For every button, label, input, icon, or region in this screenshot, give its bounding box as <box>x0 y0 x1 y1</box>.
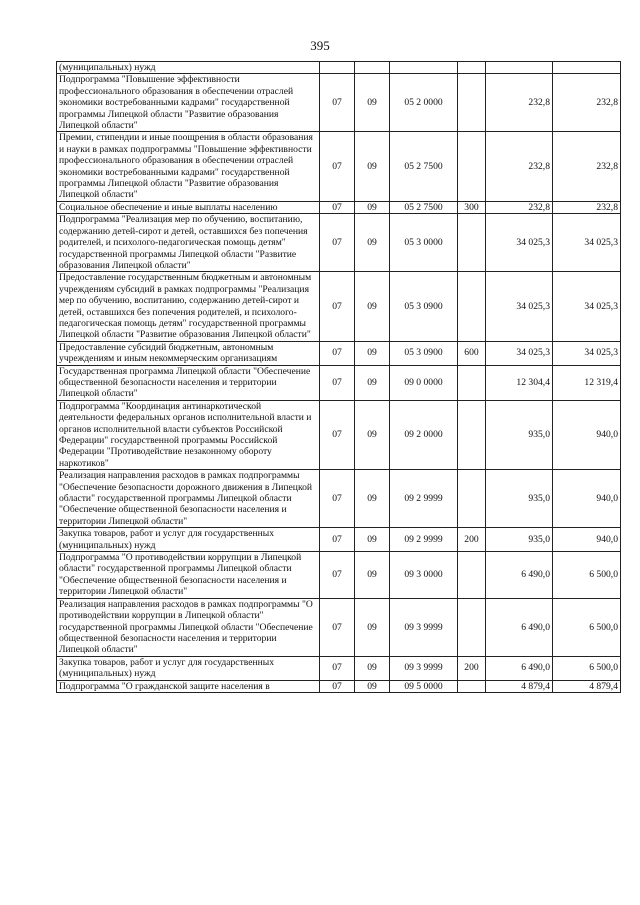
subsection-code-cell: 09 <box>355 272 390 341</box>
amount-year1-cell <box>486 62 553 74</box>
amount-year1-cell: 6 490,0 <box>486 656 553 680</box>
expense-type-cell: 300 <box>458 201 486 213</box>
target-article-cell: 09 5 0000 <box>390 680 458 692</box>
amount-year2-cell: 12 319,4 <box>553 365 621 400</box>
amount-year1-cell: 34 025,3 <box>486 214 553 272</box>
row-name-cell: Предоставление субсидий бюджетным, автономным учреждениям и иным некоммерческим организациям <box>57 341 320 365</box>
target-article-cell: 05 2 0000 <box>390 74 458 132</box>
amount-year1-cell: 232,8 <box>486 201 553 213</box>
section-code-cell: 07 <box>320 400 355 469</box>
subsection-code-cell: 09 <box>355 132 390 201</box>
table-row <box>57 214 621 272</box>
expense-type-cell <box>458 552 486 599</box>
expense-type-cell <box>458 598 486 656</box>
amount-year1-cell: 935,0 <box>486 400 553 469</box>
row-name-cell: Подпрограмма "Повышение эффективности профессионального образования в обеспечении отраслей экономики востребованными кадрами" государственной программы Липецкой области "Развитие образования Липецкой области" <box>57 74 320 132</box>
target-article-cell: 09 0 0000 <box>390 365 458 400</box>
target-article-cell: 05 2 7500 <box>390 132 458 201</box>
subsection-code-cell: 09 <box>355 598 390 656</box>
row-name-cell: Подпрограмма "Реализация мер по обучению, воспитанию, содержанию детей-сирот и детей, оставшихся без попечения родителей, и психолого-педагогическая помощь детям" государственной программы Липецкой области "Развитие образования Липецкой области" <box>57 214 320 272</box>
section-code-cell: 07 <box>320 132 355 201</box>
amount-year2-cell: 4 879,4 <box>553 680 621 692</box>
amount-year1-cell: 34 025,3 <box>486 272 553 341</box>
section-code-cell: 07 <box>320 272 355 341</box>
row-name-cell: Реализация направления расходов в рамках подпрограммы "Обеспечение безопасности дорожного движения в Липецкой области" государственной программы Липецкой области "Обеспечение общественной безопасности населения и территории Липецкой области" <box>57 470 320 528</box>
subsection-code-cell: 09 <box>355 365 390 400</box>
expense-type-cell: 200 <box>458 656 486 680</box>
expense-type-cell: 200 <box>458 528 486 552</box>
row-name-cell: Реализация направления расходов в рамках подпрограммы "О противодействии коррупции в Липецкой области" государственной программы Липецкой области "Обеспечение общественной безопасности населения и территории Липецкой области" <box>57 598 320 656</box>
amount-year1-cell: 6 490,0 <box>486 552 553 599</box>
amount-year2-cell <box>553 62 621 74</box>
amount-year2-cell: 940,0 <box>553 400 621 469</box>
section-code-cell: 07 <box>320 201 355 213</box>
amount-year2-cell: 232,8 <box>553 74 621 132</box>
section-code-cell: 07 <box>320 341 355 365</box>
target-article-cell: 05 2 7500 <box>390 201 458 213</box>
row-name-cell: Социальное обеспечение и иные выплаты населению <box>57 201 320 213</box>
subsection-code-cell: 09 <box>355 528 390 552</box>
target-article-cell: 09 2 0000 <box>390 400 458 469</box>
row-name-cell: Закупка товаров, работ и услуг для государственных (муниципальных) нужд <box>57 528 320 552</box>
subsection-code-cell: 09 <box>355 680 390 692</box>
section-code-cell: 07 <box>320 214 355 272</box>
subsection-code-cell: 09 <box>355 400 390 469</box>
table-row <box>57 598 621 656</box>
table-row <box>57 365 621 400</box>
table-row <box>57 74 621 132</box>
amount-year1-cell: 232,8 <box>486 132 553 201</box>
budget-table <box>56 61 621 693</box>
target-article-cell: 09 3 0000 <box>390 552 458 599</box>
table-row <box>57 132 621 201</box>
section-code-cell: 07 <box>320 656 355 680</box>
amount-year2-cell: 940,0 <box>553 470 621 528</box>
row-name-cell: Премии, стипендии и иные поощрения в области образования и науки в рамках подпрограммы "Повышение эффективности профессионального образования в обеспечении отраслей экономики востребованными кадрами" государственной программы Липецкой области "Развитие образования Липецкой области" <box>57 132 320 201</box>
section-code-cell: 07 <box>320 365 355 400</box>
expense-type-cell <box>458 365 486 400</box>
table-row <box>57 341 621 365</box>
row-name-cell: (муниципальных) нужд <box>57 62 320 74</box>
expense-type-cell: 600 <box>458 341 486 365</box>
row-name-cell: Закупка товаров, работ и услуг для государственных (муниципальных) нужд <box>57 656 320 680</box>
table-row <box>57 470 621 528</box>
row-name-cell: Предоставление государственным бюджетным и автономным учреждениям субсидий в рамках подпрограммы "Реализация мер по обучению, воспитанию, содержанию детей-сирот и детей, оставшихся без попечения родителей, и психолого-педагогическая помощь детям" государственной программы Липецкой области "Развитие образования Липецкой области" <box>57 272 320 341</box>
amount-year2-cell: 232,8 <box>553 132 621 201</box>
subsection-code-cell: 09 <box>355 470 390 528</box>
subsection-code-cell: 09 <box>355 341 390 365</box>
row-name-cell: Подпрограмма "Координация антинаркотической деятельности федеральных органов исполнительной власти и органов исполнительной власти субъектов Российской Федерации" государственной программы Российской Федерации "Противодействие незаконному обороту наркотиков" <box>57 400 320 469</box>
expense-type-cell <box>458 400 486 469</box>
expense-type-cell <box>458 214 486 272</box>
table-row <box>57 680 621 692</box>
table-row <box>57 201 621 213</box>
amount-year1-cell: 232,8 <box>486 74 553 132</box>
expense-type-cell <box>458 74 486 132</box>
amount-year2-cell: 34 025,3 <box>553 214 621 272</box>
amount-year1-cell: 12 304,4 <box>486 365 553 400</box>
amount-year2-cell: 34 025,3 <box>553 272 621 341</box>
section-code-cell: 07 <box>320 598 355 656</box>
subsection-code-cell: 09 <box>355 214 390 272</box>
subsection-code-cell <box>355 62 390 74</box>
page-number: 395 <box>310 38 330 53</box>
subsection-code-cell: 09 <box>355 74 390 132</box>
target-article-cell: 09 2 9999 <box>390 470 458 528</box>
section-code-cell: 07 <box>320 552 355 599</box>
subsection-code-cell: 09 <box>355 656 390 680</box>
section-code-cell <box>320 62 355 74</box>
target-article-cell <box>390 62 458 74</box>
table-row <box>57 552 621 599</box>
expense-type-cell <box>458 272 486 341</box>
amount-year1-cell: 6 490,0 <box>486 598 553 656</box>
table-row <box>57 62 621 74</box>
target-article-cell: 05 3 0900 <box>390 272 458 341</box>
target-article-cell: 05 3 0900 <box>390 341 458 365</box>
amount-year1-cell: 4 879,4 <box>486 680 553 692</box>
expense-type-cell <box>458 132 486 201</box>
section-code-cell: 07 <box>320 74 355 132</box>
amount-year1-cell: 34 025,3 <box>486 341 553 365</box>
target-article-cell: 09 3 9999 <box>390 656 458 680</box>
amount-year2-cell: 34 025,3 <box>553 341 621 365</box>
amount-year2-cell: 940,0 <box>553 528 621 552</box>
section-code-cell: 07 <box>320 680 355 692</box>
row-name-cell: Подпрограмма "О гражданской защите населения в <box>57 680 320 692</box>
expense-type-cell <box>458 680 486 692</box>
target-article-cell: 05 3 0000 <box>390 214 458 272</box>
target-article-cell: 09 2 9999 <box>390 528 458 552</box>
expense-type-cell <box>458 470 486 528</box>
table-row <box>57 528 621 552</box>
target-article-cell: 09 3 9999 <box>390 598 458 656</box>
section-code-cell: 07 <box>320 528 355 552</box>
subsection-code-cell: 09 <box>355 552 390 599</box>
amount-year2-cell: 232,8 <box>553 201 621 213</box>
table-row <box>57 272 621 341</box>
section-code-cell: 07 <box>320 470 355 528</box>
row-name-cell: Государственная программа Липецкой области "Обеспечение общественной безопасности населения и территории Липецкой области" <box>57 365 320 400</box>
row-name-cell: Подпрограмма "О противодействии коррупции в Липецкой области" государственной программы Липецкой области "Обеспечение общественной безопасности населения и территории Липецкой области" <box>57 552 320 599</box>
amount-year1-cell: 935,0 <box>486 528 553 552</box>
amount-year2-cell: 6 500,0 <box>553 598 621 656</box>
amount-year2-cell: 6 500,0 <box>553 656 621 680</box>
expense-type-cell <box>458 62 486 74</box>
amount-year1-cell: 935,0 <box>486 470 553 528</box>
table-row <box>57 656 621 680</box>
table-row <box>57 400 621 469</box>
subsection-code-cell: 09 <box>355 201 390 213</box>
amount-year2-cell: 6 500,0 <box>553 552 621 599</box>
